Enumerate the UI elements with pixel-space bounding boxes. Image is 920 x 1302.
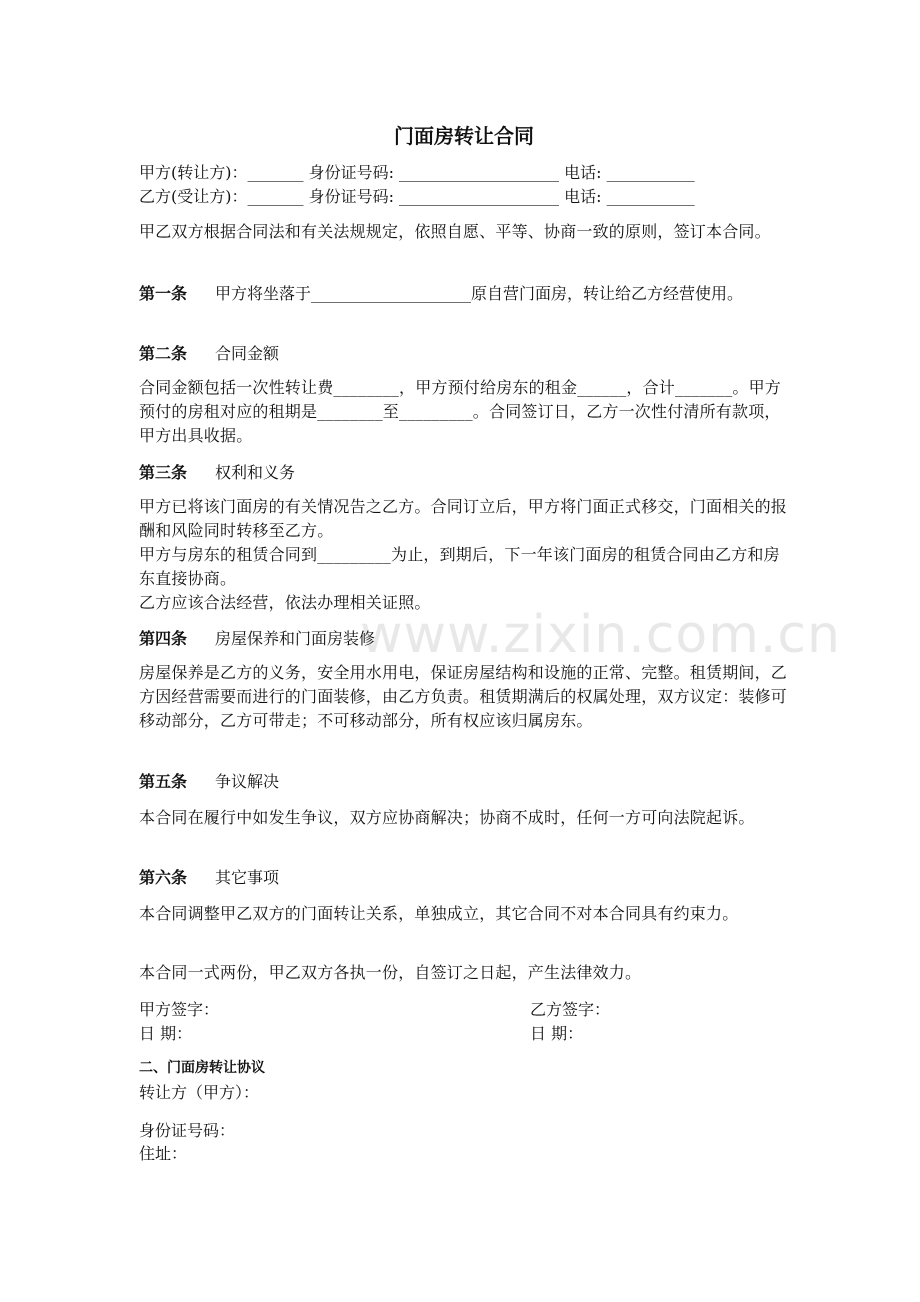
article-6-title: 其它事项: [215, 868, 280, 887]
article-6-paragraph-2: 本合同一式两份，甲乙双方各执一份，自签订之日起，产生法律效力。: [139, 963, 642, 982]
section-2-heading: 二、门面房转让协议: [139, 1060, 265, 1076]
article-3-paragraph-1: 甲方已将该门面房的有关情况告之乙方。合同订立后，甲方将门面正式移交，门面相关的报酬和风险同时转移至乙方。: [139, 497, 788, 540]
article-5-body: 本合同在履行中如发生争议，双方应协商解决；协商不成时，任何一方可向法院起诉。: [139, 808, 755, 827]
article-6-heading: [139, 866, 789, 890]
article-2-number: 第二条: [139, 344, 188, 363]
article-6-paragraph-1: 本合同调整甲乙双方的门面转让关系，单独成立，其它合同不对本合同具有约束力。: [139, 904, 739, 923]
article-3-title: 权利和义务: [215, 463, 296, 482]
article-4-title: 房屋保养和门面房装修: [215, 629, 376, 648]
article-3-paragraph-3: 乙方应该合法经营，依法办理相关证照。: [139, 593, 431, 612]
article-1: [139, 282, 789, 306]
article-5-title: 争议解决: [215, 772, 280, 791]
contract-title: 门面房转让合同: [394, 124, 534, 148]
article-6-number: 第六条: [139, 868, 188, 887]
article-3-paragraph-2: 甲方与房东的租赁合同到_________为止，到期后，下一年该门面房的租赁合同由乙方和房东直接协商。: [139, 545, 780, 588]
intro-paragraph: 甲乙双方根据合同法和有关法规规定，依照自愿、平等、协商一致的原则，签订本合同。: [139, 222, 771, 241]
article-1-number: 第一条: [139, 284, 188, 303]
party-a-line: 甲方(转让方)：_______ 身份证号码: ____________________ 电话: ___________: [139, 163, 695, 182]
party-a-date: 日 期：: [139, 1024, 193, 1043]
article-2-title: 合同金额: [215, 344, 280, 363]
article-5-heading: [139, 770, 789, 794]
address-line: 住址：: [139, 1144, 188, 1163]
article-3-heading: [139, 461, 789, 485]
party-b-signature: 乙方签字：: [530, 1000, 611, 1019]
article-4-number: 第四条: [139, 629, 188, 648]
party-b-date: 日 期：: [530, 1024, 584, 1043]
article-2-body: 合同金额包括一次性转让费________，甲方预付给房东的租金______，合计_______。甲方预付的房租对应的租期是________至_________。合同签订日，乙方一次性付清所有款项，甲方出具收据。: [139, 378, 782, 445]
watermark-text: www.zixin.com.cn: [360, 605, 841, 665]
article-2-heading: [139, 342, 789, 366]
article-4-body: 房屋保养是乙方的义务，安全用水用电，保证房屋结构和设施的正常、完整。租赁期间，乙方因经营需要而进行的门面装修，由乙方负责。租赁期满后的权属处理，双方议定：装修可移动部分，乙方可带走；不可移动部分，所有权应该归属房东。: [139, 663, 788, 730]
party-a-signature: 甲方签字：: [139, 1000, 220, 1019]
article-3-number: 第三条: [139, 463, 188, 482]
party-b-line: 乙方(受让方)：_______ 身份证号码: ____________________ 电话: ___________: [139, 187, 695, 206]
article-1-text: 甲方将坐落于____________________原自营门面房，转让给乙方经营使用。: [215, 284, 744, 303]
id-number-line: 身份证号码：: [139, 1121, 236, 1140]
transferor-line: 转让方（甲方）：: [139, 1083, 260, 1102]
article-5-number: 第五条: [139, 772, 188, 791]
